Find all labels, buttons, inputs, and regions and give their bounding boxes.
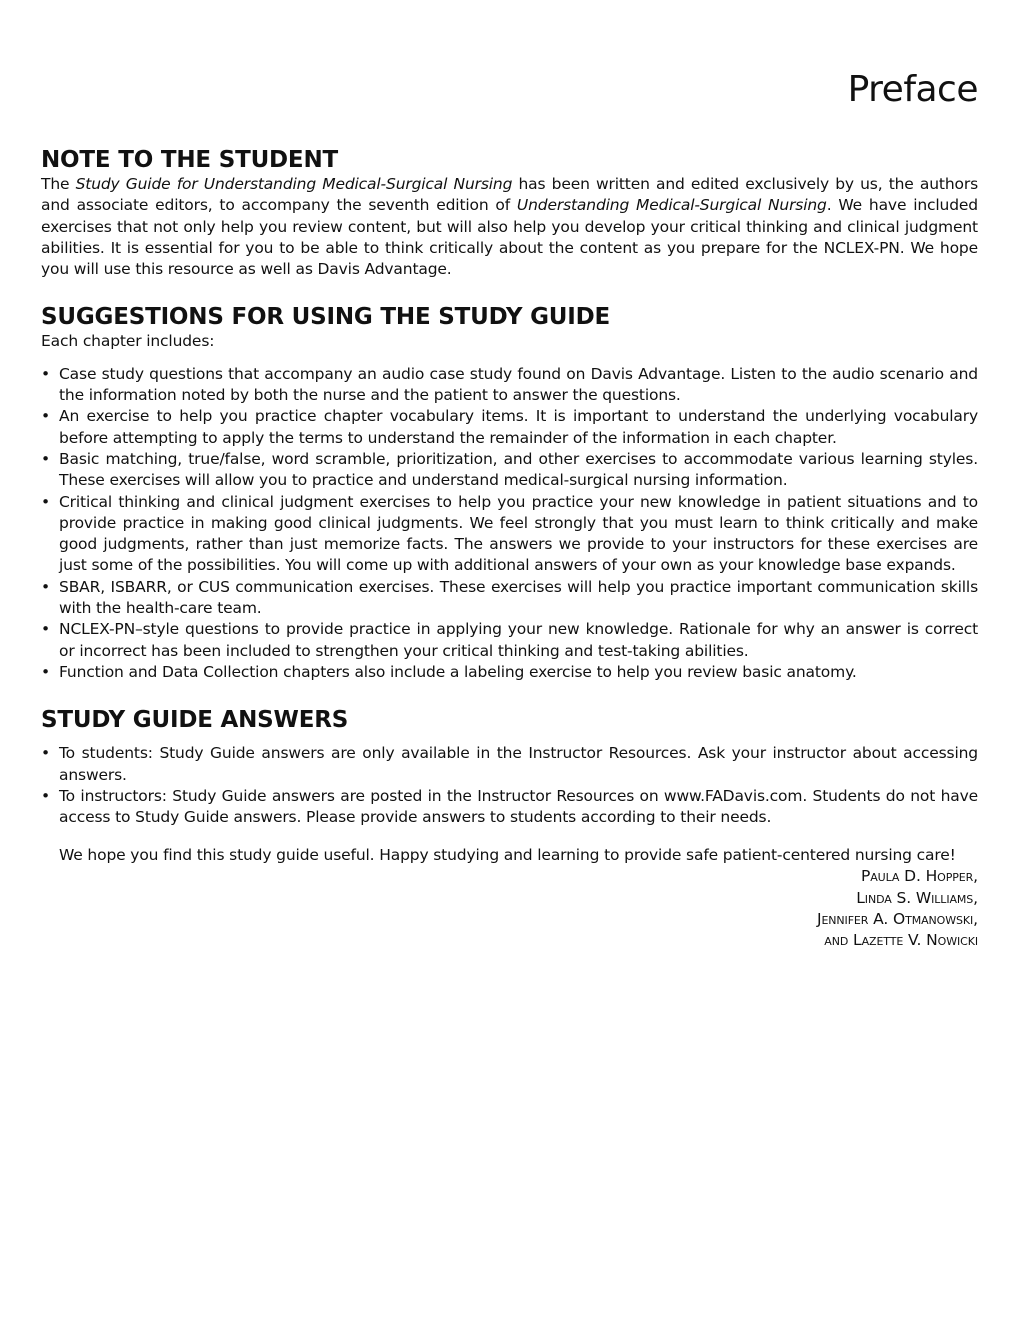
list-item: • Case study questions that accompany an audio case study found on Davis Advantage. Listen to the audio scenario and the information noted by both the nurse and the patient to answer the questions. (41, 364, 978, 407)
suggestions-list (41, 364, 978, 683)
author-name: Linda S. Williams, (856, 888, 978, 907)
list-item: • Basic matching, true/false, word scramble, prioritization, and other exercises to accommodate various learning styles. These exercises will allow you to practice and understand medical-surgical nursing information. (41, 449, 978, 492)
preface-page (41, 0, 978, 952)
list-item: • To students: Study Guide answers are only available in the Instructor Resources. Ask your instructor about accessing answers. (41, 743, 978, 786)
author-name: and Lazette V. Nowicki (824, 931, 978, 950)
section-heading-note: NOTE TO THE STUDENT (41, 147, 338, 173)
suggestions-section (41, 303, 978, 683)
suggestions-intro: Each chapter includes: (41, 332, 215, 351)
author-name: Jennifer A. Otmanowski, (816, 910, 978, 929)
list-item: • NCLEX-PN–style questions to provide practice in applying your new knowledge. Rationale for why an answer is correct or incorrect has been included to strengthen your critical thinking and test-taking abilities. (41, 619, 978, 662)
page-title: Preface (847, 69, 978, 110)
author-name: Paula D. Hopper, (860, 867, 978, 886)
list-item: • To instructors: Study Guide answers are posted in the Instructor Resources on www.FADavis.com. Students do not have access to Study Guide answers. Please provide answers to students according to their needs. (41, 786, 978, 829)
answers-section (41, 706, 978, 828)
note-text: . We have included exercises that not only help you review content, but will also help you develop your critical thinking and clinical judgment abilities. It is essential for you to be able to think critically about the content as you prepare for the NCLEX-PN. We hope you will use this resource as well as Davis Advantage. (41, 196, 978, 279)
note-to-student-section (41, 146, 978, 280)
book-title-study-guide: Study Guide for Understanding Medical-Surgical Nursing (75, 175, 513, 193)
list-item: • SBAR, ISBARR, or CUS communication exercises. These exercises will help you practice important communication skills with the health-care team. (41, 577, 978, 620)
note-text: The (41, 175, 76, 193)
list-item: • Critical thinking and clinical judgment exercises to help you practice your new knowledge in patient situations and to provide practice in making good clinical judgments. We feel strongly that you must learn to think critically and make good judgments, rather than just memorize facts. The answers we provide to your instructors for these exercises are just some of the possibilities. You will come up with additional answers of your own as your knowledge base expands. (41, 492, 978, 577)
list-item: • An exercise to help you practice chapter vocabulary items. It is important to understand the underlying vocabulary before attempting to apply the terms to understand the remainder of the information in each chapter. (41, 406, 978, 449)
note-paragraph (41, 174, 978, 280)
list-item: • Function and Data Collection chapters also include a labeling exercise to help you review basic anatomy. (41, 662, 978, 683)
author-signature (41, 866, 978, 951)
section-heading-answers: STUDY GUIDE ANSWERS (41, 707, 349, 734)
book-title-textbook: Understanding Medical-Surgical Nursing (516, 196, 827, 215)
note-text: has been written and edited exclusively by us, the authors and associate editors, to accompany the seventh edition of (41, 175, 978, 215)
section-heading-suggestions: SUGGESTIONS FOR USING THE STUDY GUIDE (41, 304, 610, 331)
closing-paragraph: We hope you find this study guide useful. Happy studying and learning to provide safe patient-centered nursing care! (59, 846, 956, 865)
answers-list (41, 743, 978, 828)
